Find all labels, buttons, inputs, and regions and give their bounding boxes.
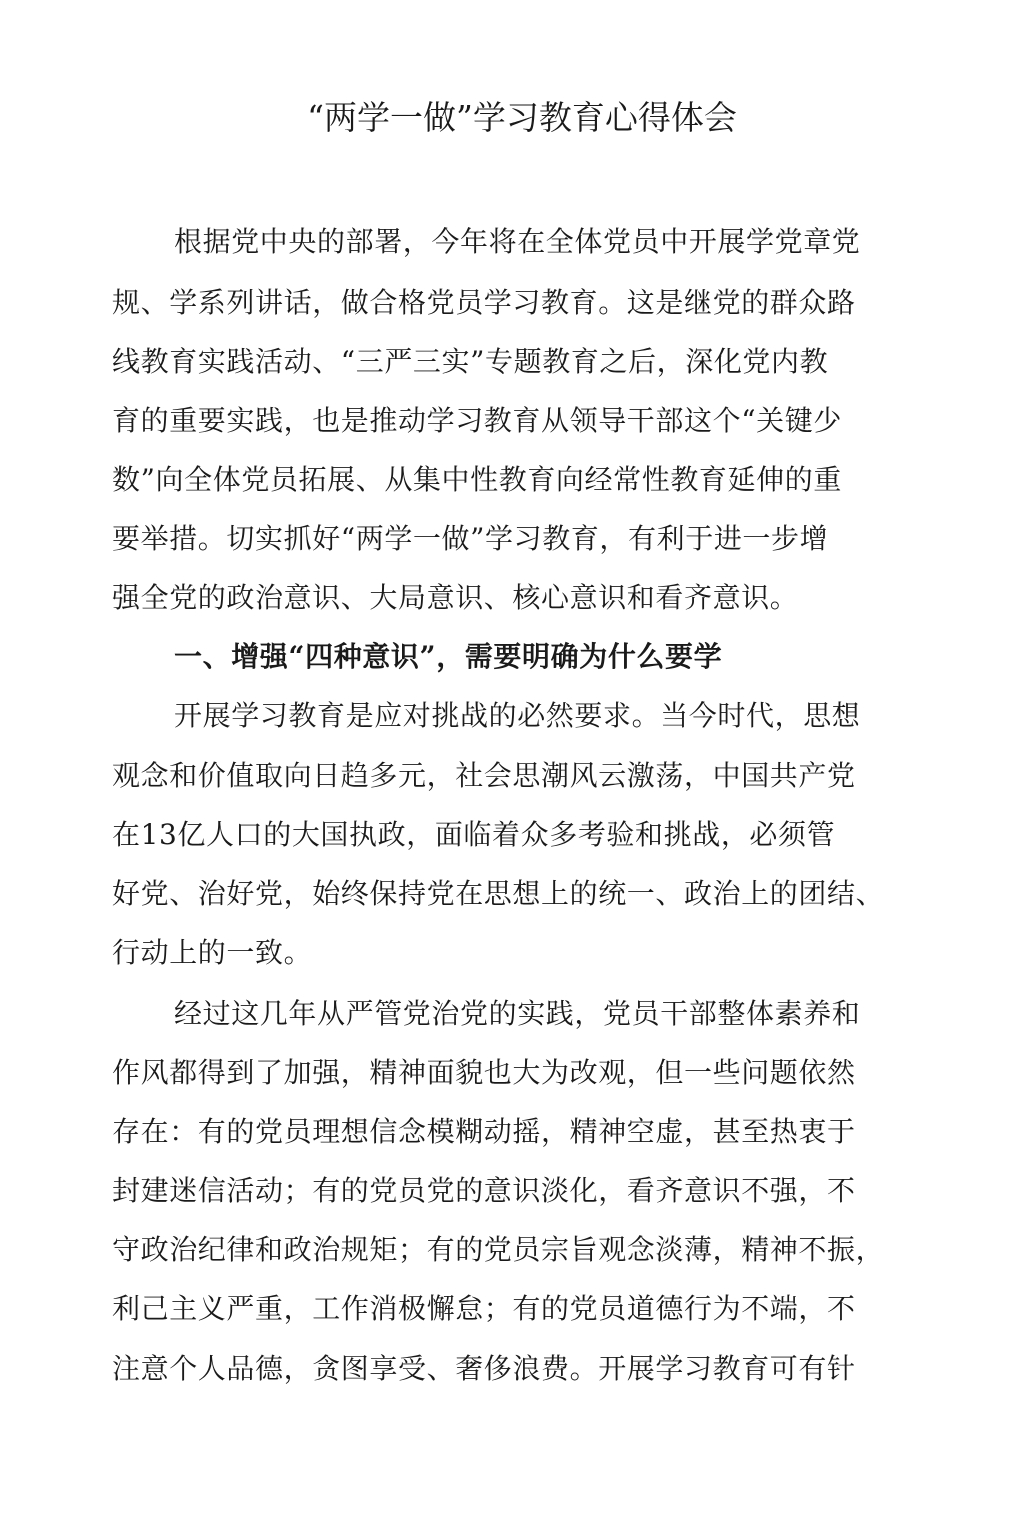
paragraph-line: 数”向全体党员拓展、从集中性教育向经常性教育延伸的重	[112, 463, 842, 496]
paragraph-line: 利己主义严重，工作消极懈怠；有的党员道德行为不端，不	[112, 1292, 856, 1325]
section-heading: 一、增强“四种意识”，需要明确为什么要学	[174, 640, 723, 673]
paragraph-line: 封建迷信活动；有的党员党的意识淡化，看齐意识不强，不	[112, 1174, 856, 1207]
paragraph-line: 育的重要实践，也是推动学习教育从领导干部这个“关键少	[112, 404, 842, 437]
paragraph-line: 在13亿人口的大国执政，面临着众多考验和挑战，必须管	[112, 818, 836, 851]
paragraph-line: 观念和价值取向日趋多元，社会思潮风云激荡，中国共产党	[112, 759, 856, 792]
paragraph-line: 存在：有的党员理想信念模糊动摇，精神空虚，甚至热衷于	[112, 1115, 856, 1148]
paragraph-line: 好党、治好党，始终保持党在思想上的统一、政治上的团结、	[112, 877, 885, 910]
paragraph-line: 注意个人品德，贪图享受、奢侈浪费。开展学习教育可有针	[112, 1352, 856, 1385]
paragraph-line: 线教育实践活动、“三严三实”专题教育之后，深化党内教	[112, 345, 829, 378]
paragraph-line: 根据党中央的部署，今年将在全体党员中开展学党章党	[174, 225, 861, 258]
paragraph-line: 开展学习教育是应对挑战的必然要求。当今时代，思想	[174, 699, 861, 732]
paragraph-line: 要举措。切实抓好“两学一做”学习教育，有利于进一步增	[112, 522, 829, 555]
paragraph-line: 守政治纪律和政治规矩；有的党员宗旨观念淡薄，精神不振，	[112, 1233, 885, 1266]
paragraph-line: 作风都得到了加强，精神面貌也大为改观，但一些问题依然	[112, 1056, 856, 1089]
paragraph-line: 强全党的政治意识、大局意识、核心意识和看齐意识。	[112, 581, 799, 614]
paragraph-line: 经过这几年从严管党治党的实践，党员干部整体素养和	[174, 997, 861, 1030]
paragraph-line: 规、学系列讲话，做合格党员学习教育。这是继党的群众路	[112, 286, 856, 319]
paragraph-line: 行动上的一致。	[112, 936, 313, 969]
document-title: “两学一做”学习教育心得体会	[307, 98, 737, 137]
